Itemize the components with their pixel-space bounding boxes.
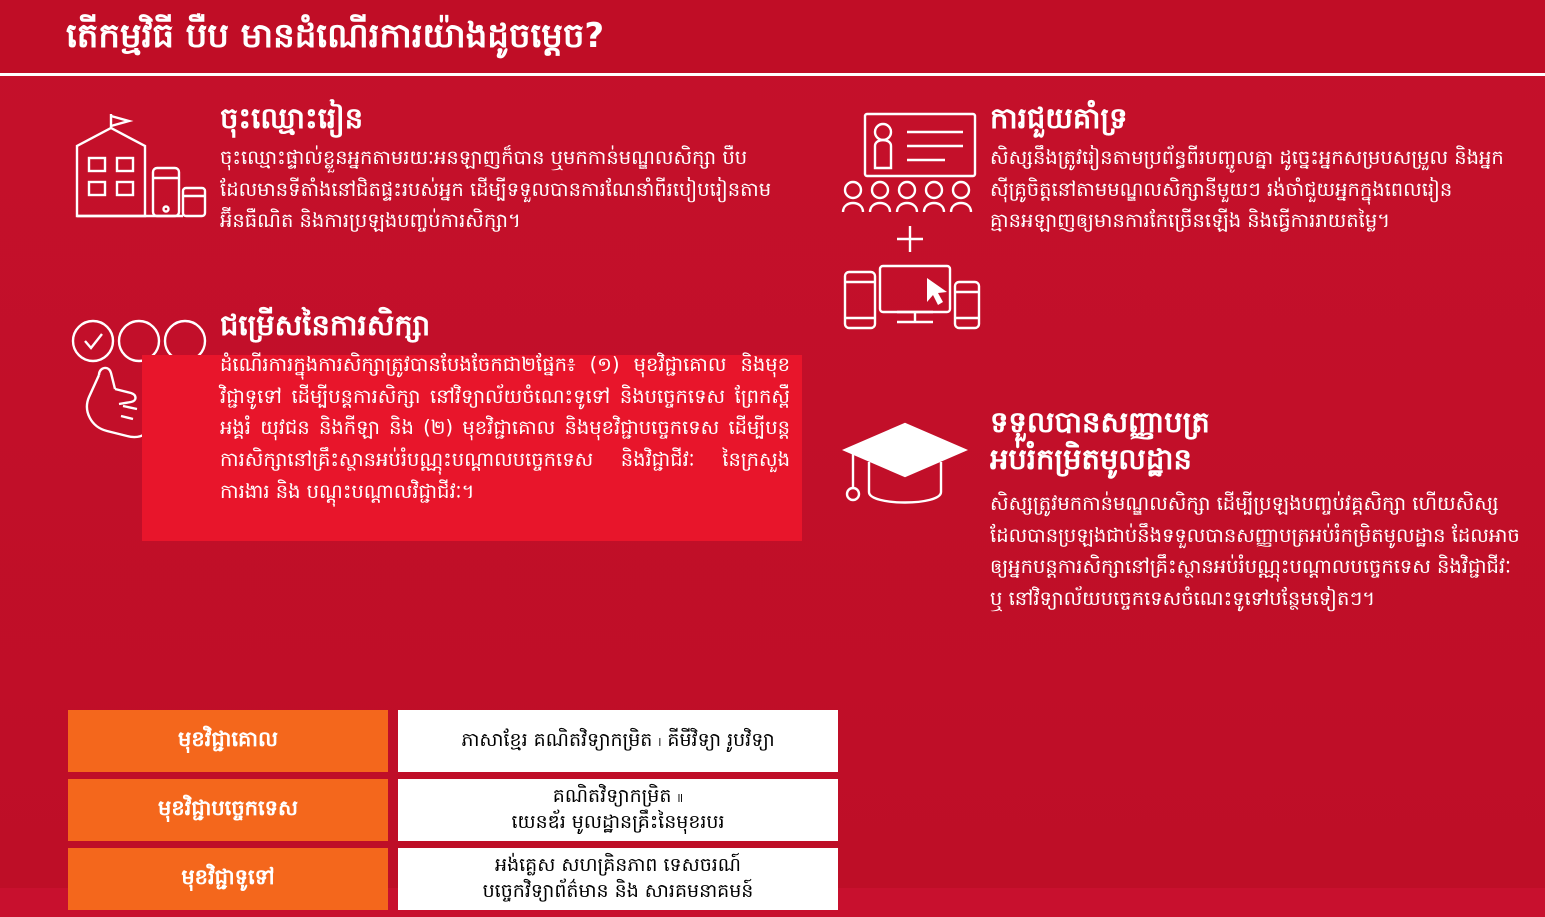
subject-value-technical-line1: គណិតវិទ្យាកម្រិត ။ — [552, 785, 684, 808]
subject-value-general-line1: អង់គ្លេស សហគ្រិនភាព ទេសចរណ៍ — [495, 854, 741, 877]
table-row — [68, 848, 838, 910]
right-column — [830, 100, 1520, 615]
left-column — [60, 100, 790, 902]
table-row — [68, 710, 838, 772]
classroom-devices-icon — [830, 100, 990, 356]
subject-value-general-line2: បច្ចេកវិទ្យាព័ត៌មាន និង សារគមនាគមន៍ — [482, 880, 754, 902]
subject-value-core-line1: ភាសាខ្មែរ គណិតវិទ្យាកម្រិត ၊ គីមីវិទ្យា រូបវិទ្យា — [461, 729, 775, 752]
subject-label-core: មុខវិជ្ជាគោល — [68, 710, 388, 772]
block-certificate-title-line2: អប់រំកម្រិតមូលដ្ឋាន — [990, 442, 1192, 477]
table-row — [68, 779, 838, 841]
school-building-icon — [60, 100, 220, 226]
subject-value-general — [398, 848, 838, 910]
subject-value-core — [398, 710, 838, 772]
block-support-title: ការជួយគាំទ្រ — [990, 101, 1128, 135]
block-study-options-text: ដំណើរការក្នុងការសិក្សាត្រូវបានបែងចែកជា២ផ្នែក៖ (១) មុខវិជ្ជាគោល និងមុខវិជ្ជាទូទៅ ដើម្បីបន្តការសិក្សា នៅវិទ្យាល័យចំណេះទូទៅ និងបច្ចេកទេស ព្រែកស្ពឺអង្គរំ យុវជន និងកីឡា និង (២) មុខវិជ្ជាគោល និងមុខវិជ្ជាបច្ចេកទេស ដើម្បីបន្តការសិក្សានៅគ្រឹះស្ថានអប់រំបណ្ណុះបណ្តាលបច្ចេកទេស និងវិជ្ជាជីវៈ នៃក្រសួងការងារ និង បណ្តុះបណ្តាលវិជ្ជាជីវៈ។ — [220, 353, 790, 503]
highlight-paragraph-wrap — [220, 349, 790, 507]
block-certificate-body — [990, 404, 1520, 615]
subject-value-technical-line2: យេនឌ័រ មូលដ្ឋានគ្រឹះនៃមុខរបរ — [511, 811, 725, 833]
page-title: តើកម្មវិធី បឺប មានដំណើរការយ៉ាងដូចម្តេច? — [66, 16, 605, 57]
block-certificate — [830, 404, 1520, 615]
graduation-cap-icon — [830, 404, 990, 530]
block-certificate-title-line1: ទទួលបានសញ្ញាបត្រ — [990, 405, 1210, 439]
block-support-text: សិស្សនឹងត្រូវរៀនតាមប្រព័ន្ធពីរបញ្ចូលគ្នា ដូច្នេះអ្នកសម្របសម្រួល និងអ្នកស៊ីគ្រូចិត្តនៅតាមមណ្ឌលសិក្សានីមួយៗ រង់ចាំជួយអ្នកក្នុងពេលរៀនគ្មានអឡាញឲ្យមានការកែច្រើនឡើង និងធ្វើការរាយតម្លៃ។ — [990, 146, 1504, 233]
subject-value-technical — [398, 779, 838, 841]
block-study-options-title: ជម្រើសនៃការសិក្សា — [220, 307, 431, 342]
subject-table — [68, 710, 838, 917]
subject-label-general: មុខវិជ្ជាទូទៅ — [68, 848, 388, 910]
block-enrolment-text: ចុះឈ្មោះផ្ទាល់ខ្លួនអ្នកតាមរយៈអនឡាញក៏បាន ឬមកកាន់មណ្ឌលសិក្សា បឺប ដែលមានទីតាំងនៅជិតផ្ទះរបស់អ្នក ដើម្បីទទួលបានការណែនាំពីរបៀបរៀនតាមអ៊ីនធឺណិត និងការប្រឡងបញ្ចប់ការសិក្សា។ — [220, 146, 772, 233]
subject-label-technical: មុខវិជ្ជាបច្ចេកទេស — [68, 779, 388, 841]
block-certificate-text: សិស្សត្រូវមកកាន់មណ្ឌលសិក្សា ដើម្បីប្រឡងបញ្ចប់វគ្គសិក្សា ហើយសិស្សដែលបានប្រឡងជាប់នឹងទទួលបានសញ្ញាបត្រអប់រំកម្រិតមូលដ្ឋាន ដែលអាចឲ្យអ្នកបន្តការសិក្សានៅគ្រឹះស្ថានអប់រំបណ្ណុះបណ្តាលបច្ចេកទេស និងវិជ្ជាជីវៈ ឬ នៅវិទ្យាល័យបច្ចេកទេសចំណេះទូទៅបន្ថែមទៀតៗ។ — [990, 492, 1520, 610]
block-enrolment — [60, 100, 790, 237]
block-support — [830, 100, 1520, 356]
block-enrolment-title: ចុះឈ្មោះរៀន — [220, 101, 364, 135]
page-header — [0, 0, 1545, 76]
block-support-body — [990, 100, 1520, 237]
block-study-options-body — [220, 307, 790, 507]
block-enrolment-body — [220, 100, 790, 237]
block-study-options — [60, 307, 790, 507]
